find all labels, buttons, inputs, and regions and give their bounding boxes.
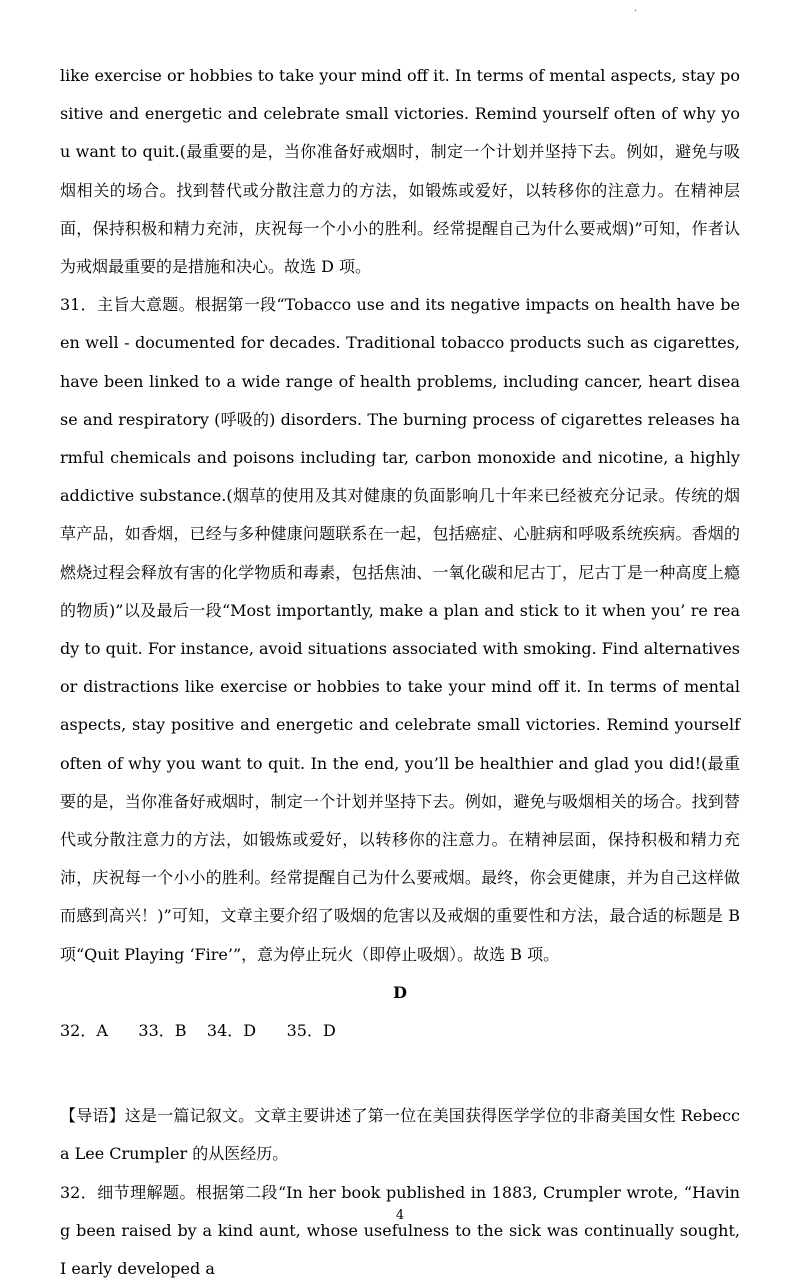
paragraph-q30-continued: like exercise or hobbies to take your mind off it. In terms of mental aspects, stay positive and energetic and celebrate small victories. Remind yourself often of why you want to quit.(最重要的是，当你准备好戒烟时，制定一个计划并坚持下去。例如，避免与吸烟相关的场合。找到替代或分散注意力的方法，如锻炼或爱好，以转移你的注意力。在精神层面，保持积极和精力充沛，庆祝每一个小小的胜利。经常提醒自己为什么要戒烟)”可知，作者认为戒烟最重要的是措施和决心。故选 D 项。 <box>60 66 740 277</box>
corner-mark: · <box>633 6 637 17</box>
spacer <box>60 1050 740 1097</box>
section-heading-d: D <box>393 982 407 1002</box>
paragraph-q32: 32．细节理解题。根据第二段“In her book published in 1883, Crumpler wrote, “Having been raised by a kind aunt, whose usefulness to the sick was continually sought, I early developed a <box>60 1182 740 1279</box>
page-number: 4 <box>395 1208 405 1223</box>
document-page <box>60 57 740 1288</box>
passage-intro: 【导语】这是一篇记叙文。文章主要讲述了第一位在美国获得医学学位的非裔美国女性 Rebecca Lee Crumpler 的从医经历。 <box>60 1106 740 1164</box>
paragraph-q31: 31．主旨大意题。根据第一段“Tobacco use and its negative impacts on health have been well - documented for decades. Traditional tobacco products such as cigarettes, have been linked to a wide range of health problems, including cancer, heart disease and respiratory (呼吸的) disorders. The burning process of cigarettes releases harmful chemicals and poisons including tar, carbon monoxide and nicotine, a highly addictive substance.(烟草的使用及其对健康的负面影响几十年来已经被充分记录。传统的烟草产品，如香烟，已经与多种健康问题联系在一起，包括癌症、心脏病和呼吸系统疾病。香烟的燃烧过程会释放有害的化学物质和毒素，包括焦油、一氧化碳和尼古丁，尼古丁是一种高度上瘾的物质)”以及最后一段“Most importantly, make a plan and stick to it when you’ re ready to quit. For instance, avoid situations associated with smoking. Find alternatives or distractions like exercise or hobbies to take your mind off it. In terms of mental aspects, stay positive and energetic and celebrate small victories. Remind yourself often of why you want to quit. In the end, you’ll be healthier and glad you did!(最重要的是，当你准备好戒烟时，制定一个计划并坚持下去。例如，避免与吸烟相关的场合。找到替代或分散注意力的方法，如锻炼或爱好，以转移你的注意力。在精神层面，保持积极和精力充沛，庆祝每一个小小的胜利。经常提醒自己为什么要戒烟。最终，你会更健康，并为自己这样做而感到高兴！)”可知，文章主要介绍了吸烟的危害以及戒烟的重要性和方法，最合适的标题是 B 项“Quit Playing ‘Fire’”，意为停止玩火（即停止吸烟）。故选 B 项。 <box>60 295 740 964</box>
answer-key: 32．A 33．B 34．D 35．D <box>60 1021 336 1041</box>
